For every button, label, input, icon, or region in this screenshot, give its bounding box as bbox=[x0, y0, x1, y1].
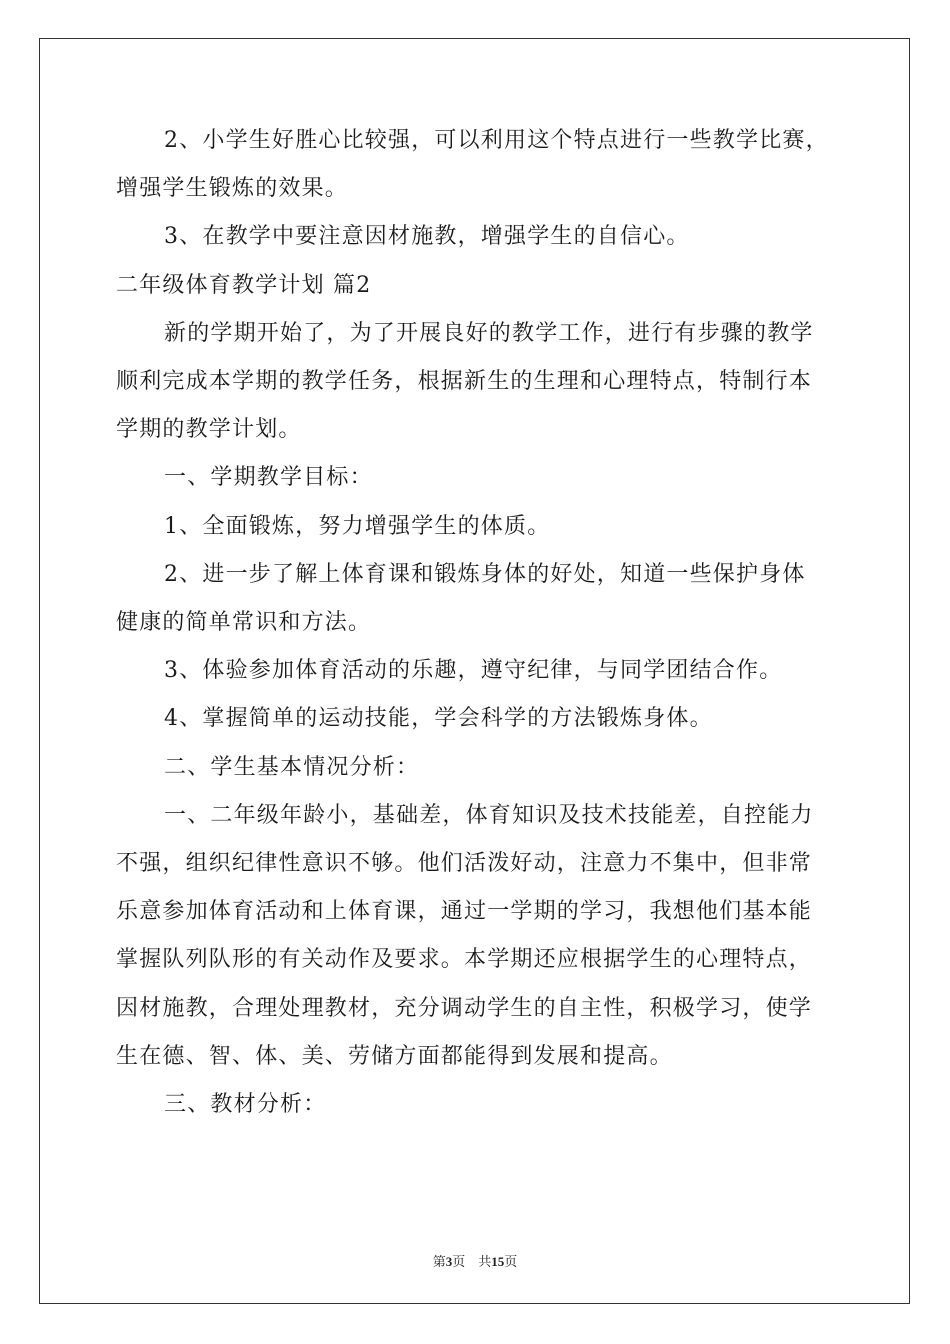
footer-current-page: 3 bbox=[445, 1254, 453, 1269]
paragraph-line: 一、二年级年龄小，基础差，体育知识及技术技能差，自控能力 bbox=[164, 802, 814, 828]
paragraph-line: 2、小学生好胜心比较强，可以利用这个特点进行一些教学比赛， bbox=[164, 128, 829, 153]
paragraph-line: 因材施教，合理处理教材，充分调动学生的自主性，积极学习，使学 bbox=[116, 995, 813, 1021]
paragraph-line: 3、在教学中要注意因材施教，增强学生的自信心。 bbox=[164, 224, 690, 250]
paragraph-line: 学期的教学计划。 bbox=[116, 417, 302, 443]
paragraph-line: 三、教材分析： bbox=[164, 1092, 327, 1117]
paragraph-line: 1、全面锻炼，努力增强学生的体质。 bbox=[164, 513, 551, 539]
paragraph-line: 二年级体育教学计划 篇2 bbox=[116, 272, 372, 298]
paragraph-line: 乐意参加体育活动和上体育课，通过一学期的学习，我想他们基本能 bbox=[116, 899, 813, 925]
paragraph-line: 3、体验参加体育活动的乐趣，遵守纪律，与同学团结合作。 bbox=[164, 658, 783, 684]
paragraph-line: 二、学生基本情况分析： bbox=[164, 754, 420, 780]
paragraph-line: 顺利完成本学期的教学任务，根据新生的生理和心理特点，特制行本 bbox=[116, 369, 813, 394]
paragraph-line: 一、学期教学目标： bbox=[164, 465, 373, 491]
paragraph-line: 不强，组织纪律性意识不够。他们活泼好动，注意力不集中，但非常 bbox=[116, 851, 813, 876]
footer-total-pages: 15 bbox=[491, 1254, 505, 1269]
footer-suffix: 页 bbox=[504, 1254, 518, 1269]
page-footer bbox=[0, 1251, 950, 1270]
paragraph-line: 2、进一步了解上体育课和锻炼身体的好处，知道一些保护身体 bbox=[164, 561, 806, 587]
paragraph-line: 新的学期开始了，为了开展良好的教学工作，进行有步骤的教学 bbox=[164, 320, 814, 346]
paragraph-line: 增强学生锻炼的效果。 bbox=[116, 176, 349, 202]
paragraph-line: 生在德、智、体、美、劳储方面都能得到发展和提高。 bbox=[116, 1043, 673, 1069]
paragraph-line: 掌握队列队形的有关动作及要求。本学期还应根据学生的心理特点， bbox=[116, 947, 813, 973]
paragraph-line: 4、掌握简单的运动技能，学会科学的方法锻炼身体。 bbox=[164, 706, 713, 732]
footer-prefix: 第 bbox=[432, 1254, 446, 1269]
footer-mid: 页 共 bbox=[452, 1254, 492, 1269]
paragraph-line: 健康的简单常识和方法。 bbox=[116, 610, 372, 635]
